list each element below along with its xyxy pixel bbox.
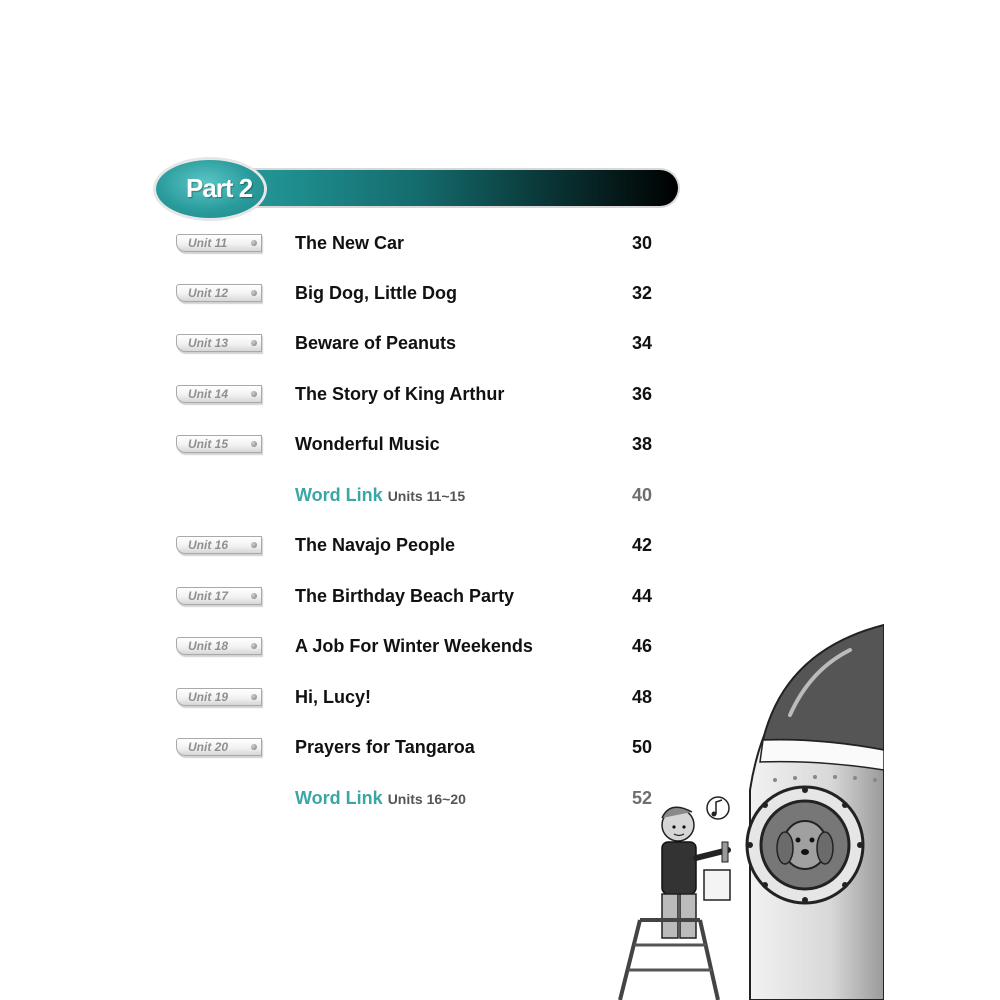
- bullet-icon: [251, 340, 257, 346]
- bullet-icon: [251, 744, 257, 750]
- unit-label: Unit 18: [188, 639, 229, 653]
- unit-label: Unit 17: [188, 589, 229, 603]
- unit-label: Unit 19: [188, 690, 229, 704]
- word-link-entry[interactable]: [295, 480, 465, 511]
- unit-tab: [176, 385, 262, 403]
- toc-row-unit-15[interactable]: [0, 429, 1000, 459]
- unit-title[interactable]: Beware of Peanuts: [295, 333, 457, 353]
- unit-tab: [176, 637, 262, 655]
- unit-tab: [176, 587, 262, 605]
- unit-title[interactable]: The Navajo People: [295, 535, 456, 555]
- unit-title[interactable]: Prayers for Tangaroa: [295, 737, 475, 757]
- unit-label: Unit 14: [188, 387, 229, 401]
- toc-row-unit-11[interactable]: [0, 228, 1000, 258]
- toc-row-word-link-1[interactable]: [0, 480, 1000, 510]
- page-number: 30: [631, 233, 652, 253]
- unit-tab: [176, 435, 262, 453]
- unit-title[interactable]: Wonderful Music: [295, 434, 440, 454]
- unit-tab: [176, 688, 262, 706]
- unit-tab: [176, 284, 262, 302]
- page-number: 38: [631, 434, 652, 454]
- page-number: 32: [631, 283, 652, 303]
- unit-title[interactable]: A Job For Winter Weekends: [295, 636, 533, 656]
- unit-title[interactable]: The Story of King Arthur: [295, 384, 505, 404]
- page-number: 34: [631, 333, 652, 353]
- bullet-icon: [251, 240, 257, 246]
- unit-title[interactable]: The New Car: [295, 233, 405, 253]
- page-number: 44: [631, 586, 652, 606]
- bullet-icon: [251, 643, 257, 649]
- bullet-icon: [251, 542, 257, 548]
- unit-label: Unit 12: [188, 286, 229, 300]
- unit-label: Unit 13: [188, 336, 229, 350]
- toc-row-unit-14[interactable]: [0, 379, 1000, 409]
- unit-label: Unit 11: [188, 236, 228, 250]
- page-number: 46: [631, 636, 652, 656]
- page-number: 52: [631, 788, 652, 808]
- toc-row-unit-12[interactable]: [0, 278, 1000, 308]
- word-link-title: Word Link: [295, 788, 383, 808]
- page-number: 50: [631, 737, 652, 757]
- word-link-entry[interactable]: [295, 783, 466, 814]
- part-title: Part 2: [186, 173, 253, 203]
- toc-row-unit-17[interactable]: [0, 581, 1000, 611]
- word-link-range: Units 11~15: [387, 488, 466, 504]
- page-number: 40: [631, 485, 652, 505]
- unit-title[interactable]: Big Dog, Little Dog: [295, 283, 457, 303]
- page-number: 42: [631, 535, 652, 555]
- toc-row-unit-16[interactable]: [0, 530, 1000, 560]
- unit-title[interactable]: The Birthday Beach Party: [295, 586, 515, 606]
- unit-label: Unit 16: [188, 538, 229, 552]
- unit-label: Unit 15: [188, 437, 229, 451]
- word-link-range: Units 16~20: [387, 791, 466, 807]
- page-number: 48: [631, 687, 652, 707]
- unit-tab: [176, 738, 262, 756]
- toc-row-unit-13[interactable]: [0, 328, 1000, 358]
- bullet-icon: [251, 441, 257, 447]
- unit-tab: [176, 234, 262, 252]
- unit-tab: [176, 536, 262, 554]
- unit-title[interactable]: Hi, Lucy!: [295, 687, 372, 707]
- unit-tab: [176, 334, 262, 352]
- rocket-boy-dog-illustration: [600, 620, 884, 1000]
- bullet-icon: [251, 593, 257, 599]
- unit-label: Unit 20: [188, 740, 229, 754]
- bullet-icon: [251, 694, 257, 700]
- page-number: 36: [631, 384, 652, 404]
- word-link-title: Word Link: [295, 485, 383, 505]
- bullet-icon: [251, 391, 257, 397]
- bullet-icon: [251, 290, 257, 296]
